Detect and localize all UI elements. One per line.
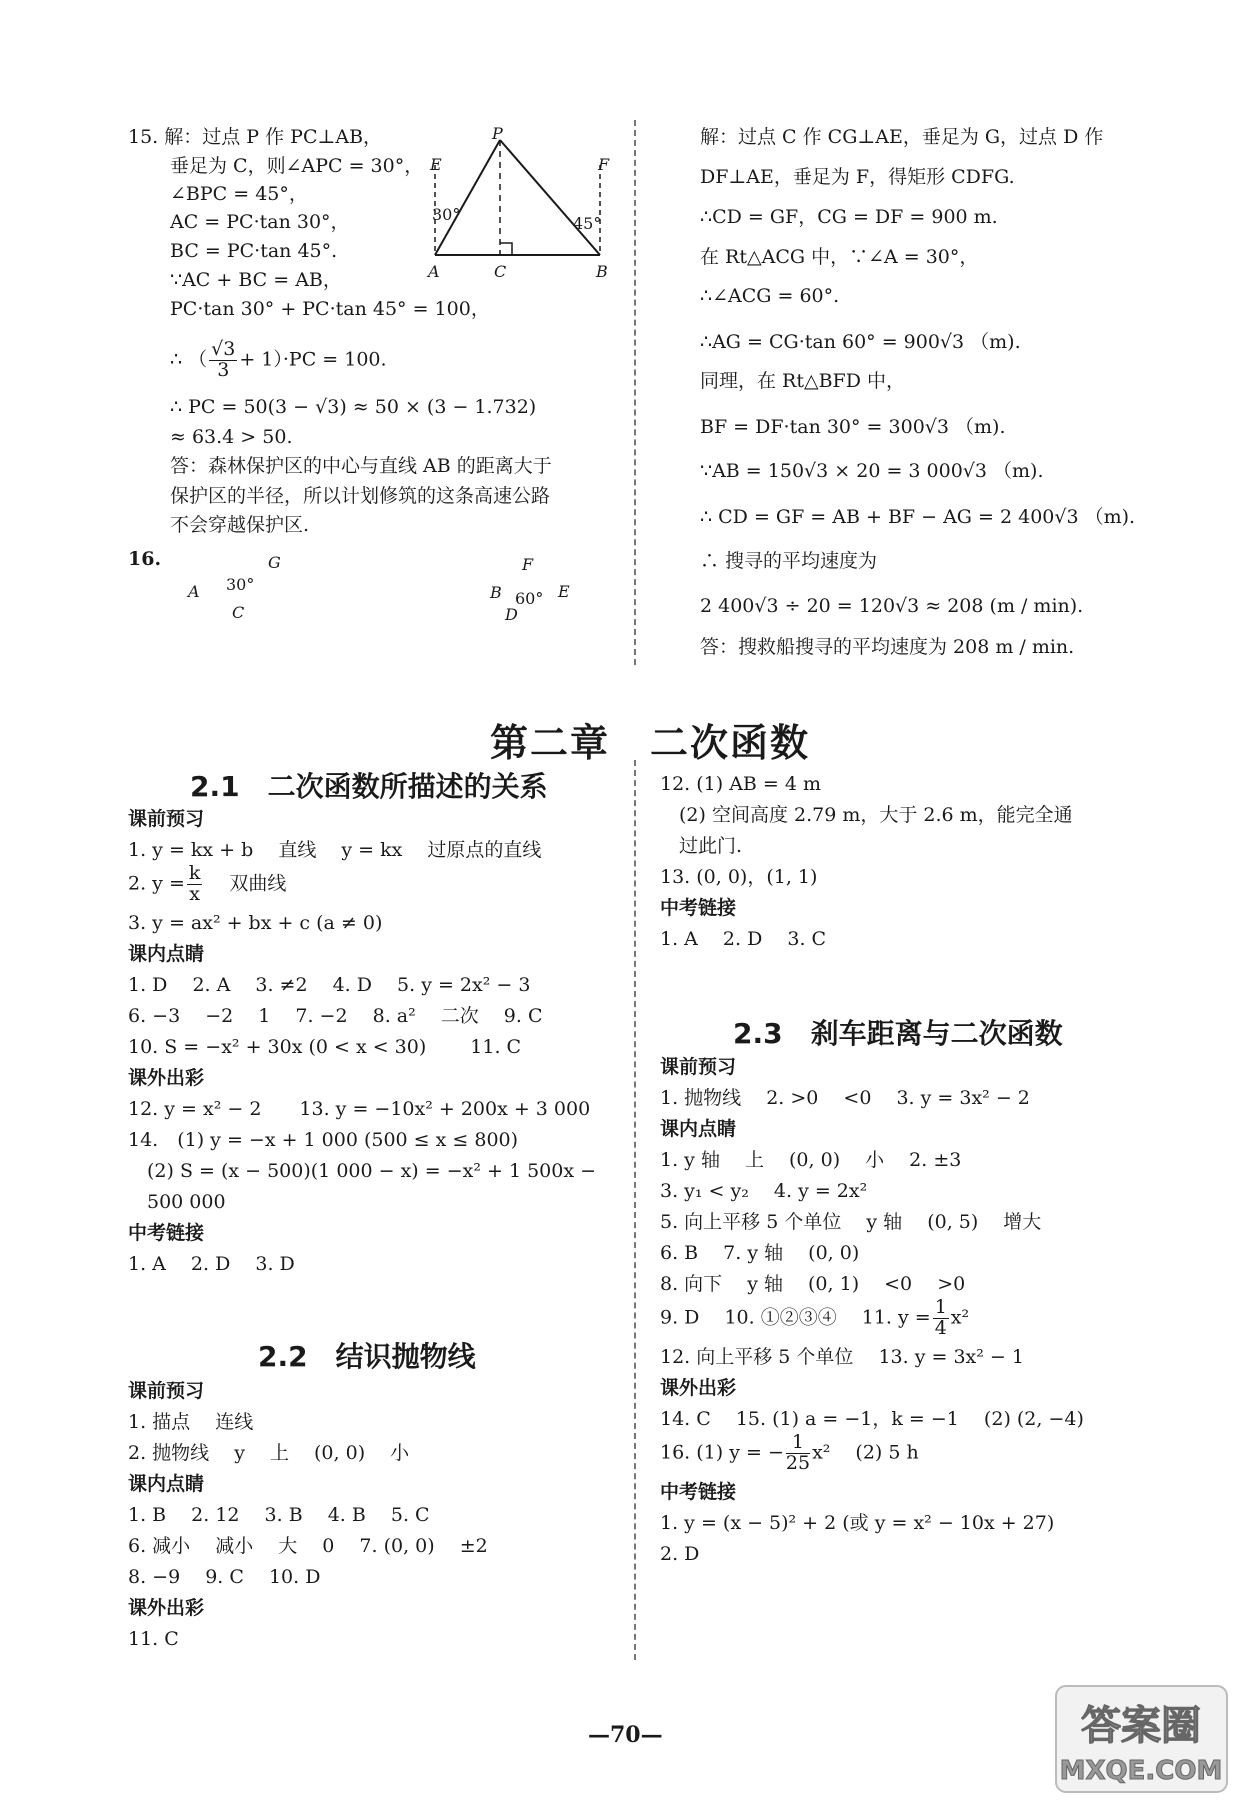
subsection-heading: 课外出彩 <box>128 1597 205 1619</box>
fig-label-P: P <box>492 124 503 143</box>
answer-line: 2. 抛物线 y 上 (0, 0) 小 <box>128 1442 410 1464</box>
answer-line: 14. C 15. (1) a = −1，k = −1 (2) (2, −4) <box>660 1408 1084 1430</box>
answer-line: 500 000 <box>128 1191 226 1213</box>
line-text: 9. D 10. ①②③④ 11. y = <box>660 1306 931 1329</box>
solution-line: 答：森林保护区的中心与直线 AB 的距离大于 <box>170 455 552 477</box>
subsection-heading: 课前预习 <box>128 1380 205 1402</box>
fig16-A: A <box>188 582 200 601</box>
answer-line: 8. 向下 y 轴 (0, 1) <0 >0 <box>660 1273 966 1295</box>
answer-line: 1. B 2. 12 3. B 4. B 5. C <box>128 1504 430 1526</box>
line-text: 16. (1) y = − <box>660 1441 784 1464</box>
fig-label-45: 45° <box>573 214 602 233</box>
solution-line: 答：搜救船搜寻的平均速度为 208 m / min. <box>700 636 1075 658</box>
column-divider-bottom <box>634 760 636 1660</box>
fraction-denominator: 25 <box>785 1451 811 1474</box>
fig16-G: G <box>268 553 281 572</box>
subsection-heading: 课外出彩 <box>128 1067 205 1089</box>
subsection-heading: 中考链接 <box>128 1222 205 1244</box>
solution-line: 在 Rt△ACG 中，∵∠A = 30°， <box>700 246 979 268</box>
svg-text:MXQE.COM: MXQE.COM <box>1059 1756 1223 1786</box>
line-text: 2. y = <box>128 872 185 895</box>
fig-label-A: A <box>428 262 440 281</box>
answer-line: 1. D 2. A 3. ≠2 4. D 5. y = 2x² − 3 <box>128 974 531 996</box>
subsection-heading: 课外出彩 <box>660 1377 737 1399</box>
svg-text:答案圈: 答案圈 <box>1081 1703 1201 1749</box>
fraction-denominator: x <box>189 882 200 905</box>
fraction-denominator: 4 <box>934 1316 947 1339</box>
solution-line: ∴CD = GF，CG = DF = 900 m. <box>700 206 998 228</box>
line-text: ∴ （ <box>170 348 208 371</box>
fig16-30: 30° <box>226 575 255 594</box>
fig16-B: B <box>490 583 502 602</box>
fig16-E: E <box>558 582 570 601</box>
solution-line: ∴∠ACG = 60°. <box>700 285 840 307</box>
solution-line: AC = PC·tan 30°， <box>170 211 350 233</box>
subsection-heading: 课前预习 <box>128 808 205 830</box>
fraction <box>786 1433 810 1474</box>
problem-16-label: 16. <box>128 548 162 570</box>
section-2-2-title: 2.2 结识抛物线 <box>258 1340 476 1373</box>
solution-line: 15. 解：过点 P 作 PC⊥AB， <box>128 126 383 148</box>
solution-line: PC·tan 30° + PC·tan 45° = 100， <box>170 298 490 320</box>
section-2-3-title: 2.3 刹车距离与二次函数 <box>733 1017 1063 1050</box>
answer-line <box>128 864 286 905</box>
answer-line: 5. 向上平移 5 个单位 y 轴 (0, 5) 增大 <box>660 1211 1042 1233</box>
fig-label-F: F <box>598 155 610 174</box>
fraction <box>187 864 203 905</box>
answer-line: 1. 抛物线 2. >0 <0 3. y = 3x² − 2 <box>660 1087 1030 1109</box>
solution-line: BC = PC·tan 45°. <box>170 240 338 262</box>
answer-line: 1. y = kx + b 直线 y = kx 过原点的直线 <box>128 839 542 861</box>
answer-line: 6. 减小 减小 大 0 7. (0, 0) ±2 <box>128 1535 488 1557</box>
fraction <box>933 1298 949 1339</box>
answer-line: 1. A 2. D 3. C <box>660 928 827 950</box>
line-text: x² <box>950 1306 970 1329</box>
answer-line: 6. B 7. y 轴 (0, 0) <box>660 1242 860 1264</box>
answer-line: 3. y₁ < y₂ 4. y = 2x² <box>660 1180 868 1202</box>
fig-label-C: C <box>494 262 507 281</box>
solution-line: ∵AB = 150√3 × 20 = 3 000√3 （m). <box>700 460 1044 482</box>
fig-label-B: B <box>596 262 608 281</box>
solution-line: 解：过点 C 作 CG⊥AE，垂足为 G，过点 D 作 <box>700 126 1104 148</box>
page-number: —70— <box>588 1722 663 1748</box>
fig-label-E: E <box>430 155 442 174</box>
answer-line: 12. y = x² − 2 13. y = −10x² + 200x + 3 000 <box>128 1098 591 1120</box>
chapter-title: 第二章 二次函数 <box>490 721 811 765</box>
answer-line: 12. 向上平移 5 个单位 13. y = 3x² − 1 <box>660 1346 1024 1368</box>
fraction-numerator: k <box>188 862 201 884</box>
solution-line: 垂足为 C，则∠APC = 30°， <box>170 155 424 177</box>
subsection-heading: 中考链接 <box>660 897 737 919</box>
answer-line: 6. −3 −2 1 7. −2 8. a² 二次 9. C <box>128 1005 543 1027</box>
answer-line: 10. S = −x² + 30x (0 < x < 30) 11. C <box>128 1036 522 1058</box>
solution-line: BF = DF·tan 30° = 300√3 （m). <box>700 416 1006 438</box>
answer-line: 2. D <box>660 1543 700 1565</box>
solution-line: 保护区的半径，所以计划修筑的这条高速公路 <box>170 485 551 507</box>
solution-line: ∠BPC = 45°， <box>170 183 308 205</box>
section-2-1-title: 2.1 二次函数所描述的关系 <box>190 770 548 803</box>
fraction-numerator: 1 <box>786 1433 810 1454</box>
answer-line: 14. (1) y = −x + 1 000 (500 ≤ x ≤ 800) <box>128 1129 519 1151</box>
solution-line: ∴ CD = GF = AB + BF − AG = 2 400√3 （m). <box>700 506 1136 528</box>
solution-line: 同理，在 Rt△BFD 中， <box>700 370 906 392</box>
answer-line: 3. y = ax² + bx + c (a ≠ 0) <box>128 912 383 934</box>
fraction <box>209 340 237 381</box>
solution-line: ∵AC + BC = AB， <box>170 269 342 291</box>
fig16-C: C <box>232 603 245 622</box>
solution-line: 2 400√3 ÷ 20 = 120√3 ≈ 208 (m / min). <box>700 595 1084 617</box>
line-text: 双曲线 <box>204 872 287 895</box>
answer-line: 1. y = (x − 5)² + 2 (或 y = x² − 10x + 27) <box>660 1512 1055 1534</box>
line-text: + 1）·PC = 100. <box>239 348 387 371</box>
fig16-60: 60° <box>515 589 544 608</box>
solution-line: 不会穿越保护区. <box>170 514 310 536</box>
fraction-numerator: 1 <box>934 1296 947 1318</box>
watermark-logo <box>1054 1684 1229 1794</box>
subsection-heading: 课内点睛 <box>128 943 205 965</box>
solution-line: ∴ 搜寻的平均速度为 <box>700 550 878 572</box>
solution-line: ∴AG = CG·tan 60° = 900√3 （m). <box>700 331 1021 353</box>
line-text: x² (2) 5 h <box>812 1441 919 1464</box>
fig-label-30: 30° <box>432 205 461 224</box>
subsection-heading: 课内点睛 <box>660 1118 737 1140</box>
solution-line: ≈ 63.4 > 50. <box>170 426 293 448</box>
solution-line: ∴ PC = 50(3 − √3) ≈ 50 × (3 − 1.732) <box>170 396 537 418</box>
subsection-heading: 课前预习 <box>660 1056 737 1078</box>
subsection-heading: 课内点睛 <box>128 1473 205 1495</box>
answer-line: 1. A 2. D 3. D <box>128 1253 295 1275</box>
fig16-F: F <box>522 555 534 574</box>
column-divider-top <box>634 120 636 665</box>
answer-line: 11. C <box>128 1628 179 1650</box>
solution-line: DF⊥AE，垂足为 F，得矩形 CDFG. <box>700 166 1015 188</box>
answer-line: 1. y 轴 上 (0, 0) 小 2. ±3 <box>660 1149 962 1171</box>
answer-line <box>660 1433 919 1474</box>
fraction-denominator: 3 <box>217 358 230 381</box>
answer-line <box>660 1298 969 1339</box>
subsection-heading: 中考链接 <box>660 1481 737 1503</box>
answer-line: 1. 描点 连线 <box>128 1411 254 1433</box>
answer-line: 13. (0, 0)，(1, 1) <box>660 866 818 888</box>
answer-line: (2) S = (x − 500)(1 000 − x) = −x² + 1 500x − <box>128 1160 597 1182</box>
answer-line: 12. (1) AB = 4 m <box>660 773 822 795</box>
answer-line: (2) 空间高度 2.79 m，大于 2.6 m，能完全通 <box>660 804 1073 826</box>
answer-line: 8. −9 9. C 10. D <box>128 1566 321 1588</box>
fig16-D: D <box>505 605 518 624</box>
fraction-numerator: √3 <box>211 338 236 360</box>
solution-line <box>170 340 387 381</box>
answer-line: 过此门. <box>660 835 743 857</box>
